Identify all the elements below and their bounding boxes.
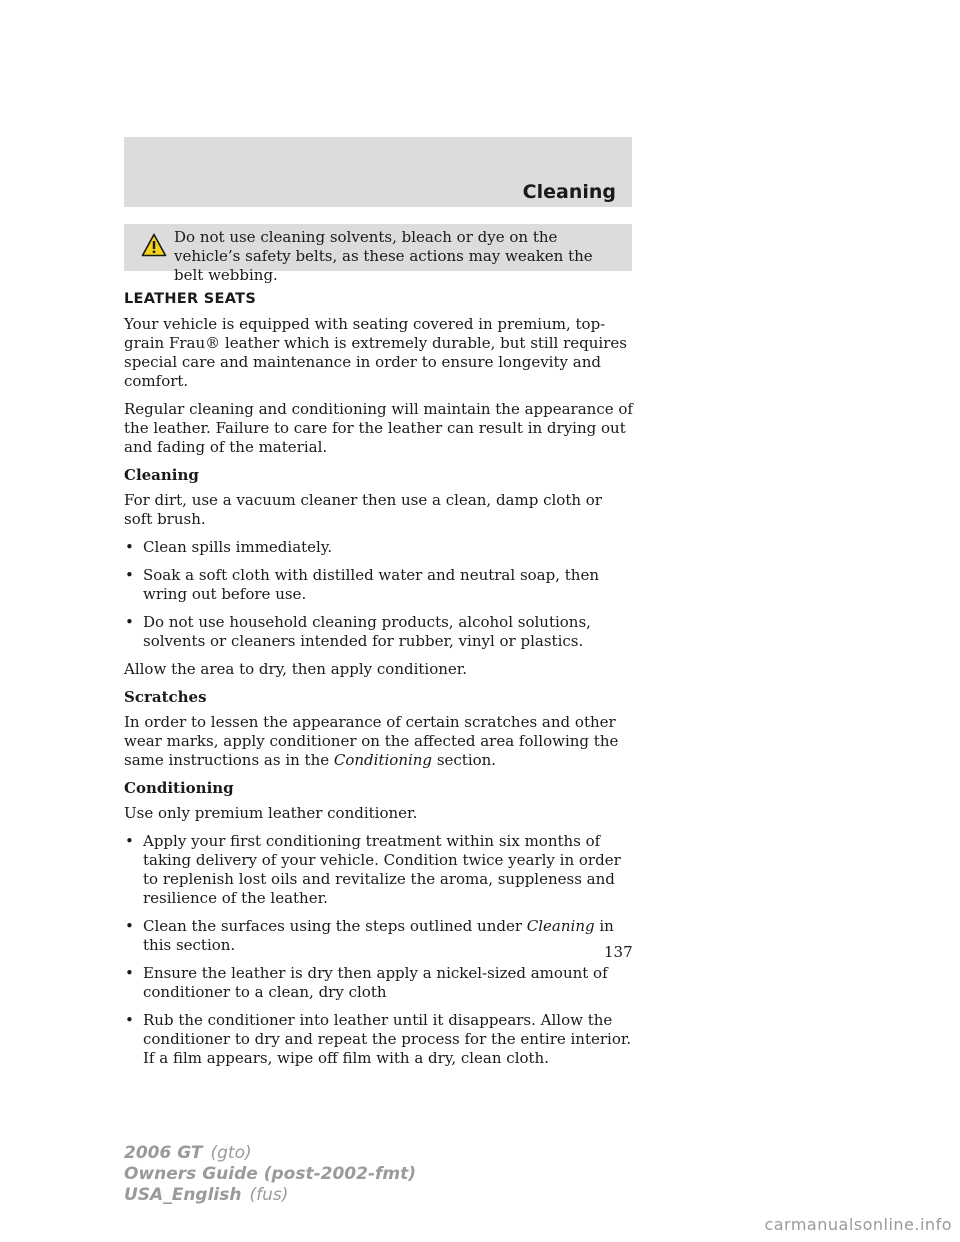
main-content [124, 290, 634, 1077]
list-item [124, 964, 634, 1002]
conditioning-reference: Conditioning [333, 751, 433, 769]
list-item-text: Soak a soft cloth with distilled water and neutral soap, then wring out before use. [143, 566, 599, 603]
list-item-text-part: Clean the surfaces using the steps outlined under [143, 917, 527, 935]
bullet-icon: • [125, 566, 134, 584]
scratches-text-end: section. [432, 751, 497, 769]
list-item [124, 538, 634, 557]
scratches-heading: Scratches [124, 688, 207, 706]
page-number: 137 [604, 943, 633, 961]
intro-paragraph-2: Regular cleaning and conditioning will maintain the appearance of the leather. Failure to care for the leather can result in drying out and fading of the material. [124, 400, 633, 456]
footer-line [124, 1164, 416, 1185]
footer [124, 1143, 416, 1206]
footer-model-code: (gto) [210, 1143, 252, 1163]
list-item [124, 917, 634, 955]
bullet-icon: • [125, 538, 134, 556]
bullet-icon: • [125, 613, 134, 631]
intro-paragraph: Your vehicle is equipped with seating covered in premium, top-grain Frau® leather which is extremely durable, but still requires special care and maintenance in order to ensure longevity and comfort. [124, 315, 627, 390]
warning-box [124, 224, 632, 284]
scratches-text: In order to lessen the appearance of certain scratches and other wear marks, apply conditioner on the affected area following the same instructions as in the [124, 713, 619, 769]
list-item-text: Rub the conditioner into leather until it disappears. Allow the conditioner to dry and repeat the process for the entire interior. If a film appears, wipe off film with a dry, clean cloth. [143, 1011, 632, 1067]
scratches-paragraph [124, 713, 634, 770]
list-item-text: Clean spills immediately. [143, 538, 333, 556]
warning-text: Do not use cleaning solvents, bleach or dye on the vehicle’s safety belts, as these actions may weaken the belt webbing. [174, 228, 593, 284]
footer-line [124, 1143, 416, 1164]
cleaning-intro: For dirt, use a vacuum cleaner then use a clean, damp cloth or soft brush. [124, 491, 602, 528]
footer-guide: Owners Guide (post-2002-fmt) [124, 1164, 417, 1184]
list-item-text: Apply your first conditioning treatment within six months of taking delivery of your vehicle. Condition twice yearly in order to replenish lost oils and revitalize the aroma, suppleness and resilience of the leather. [143, 832, 621, 907]
list-item-text: Ensure the leather is dry then apply a nickel-sized amount of conditioner to a clean, dry cloth [143, 964, 608, 1001]
footer-language-code: (fus) [249, 1185, 289, 1205]
section-header-bar [124, 137, 632, 207]
cleaning-outro: Allow the area to dry, then apply conditioner. [124, 660, 468, 678]
bullet-icon: • [125, 964, 134, 982]
list-item-text [143, 917, 614, 954]
list-item [124, 613, 634, 651]
footer-model: 2006 GT [124, 1143, 203, 1163]
list-item [124, 566, 634, 604]
list-item-text: Do not use household cleaning products, alcohol solutions, solvents or cleaners intended for rubber, vinyl or plastics. [143, 613, 591, 650]
conditioning-intro: Use only premium leather conditioner. [124, 804, 418, 822]
cleaning-heading: Cleaning [124, 466, 199, 484]
bullet-icon: • [125, 832, 134, 850]
footer-line [124, 1185, 416, 1206]
list-item-text-part: in this section. [143, 917, 614, 954]
list-item [124, 832, 634, 908]
bullet-icon: • [125, 917, 134, 935]
bullet-icon: • [125, 1011, 134, 1029]
section-heading: LEATHER SEATS [124, 291, 257, 307]
conditioning-heading: Conditioning [124, 779, 234, 797]
section-title: Cleaning [522, 181, 616, 203]
list-item [124, 1011, 634, 1068]
warning-triangle-icon [141, 233, 167, 257]
footer-language: USA_English [124, 1185, 242, 1205]
cleaning-reference: Cleaning [526, 917, 595, 935]
watermark: carmanualsonline.info [764, 1215, 952, 1234]
